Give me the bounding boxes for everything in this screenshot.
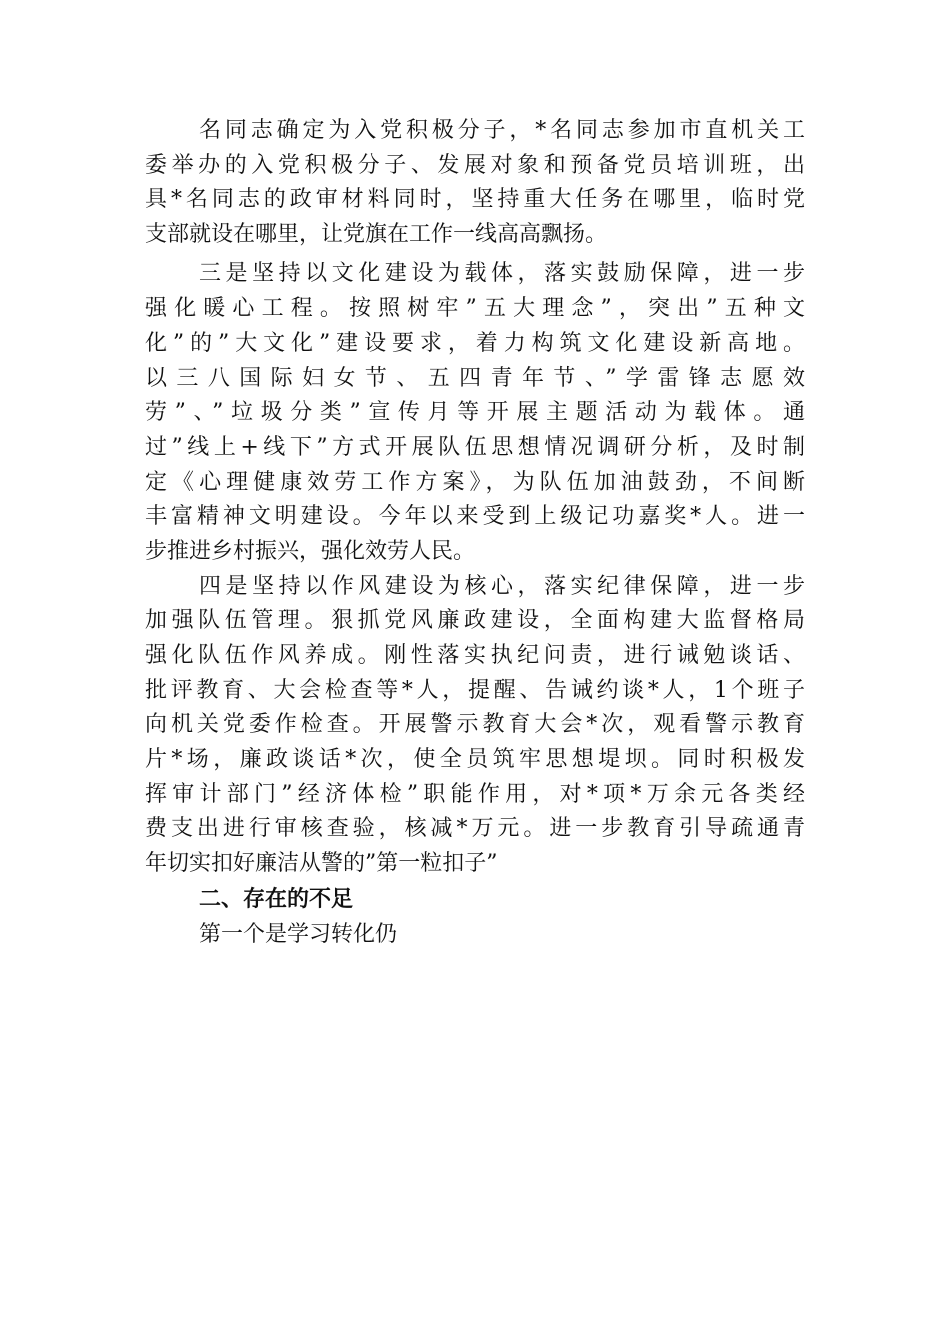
paragraph-3-line-4: 批评教育、大会检查等*人，提醒、告诫约谈*人，1个班子 — [145, 678, 805, 703]
paragraph-2-line-5: 劳”、”垃圾分类”宣传月等开展主题活动为载体。通 — [145, 400, 805, 425]
paragraph-2-line-2: 强化暖心工程。按照树牢”五大理念”，突出”五种文 — [145, 296, 805, 321]
paragraph-2-line-1: 三是坚持以文化建设为载体，落实鼓励保障，进一步 — [199, 261, 805, 286]
paragraph-3-line-5: 向机关党委作检查。开展警示教育大会*次，观看警示教育 — [145, 712, 805, 737]
paragraph-1-line-3: 具*名同志的政审材料同时，坚持重大任务在哪里，临时党 — [145, 187, 805, 212]
paragraph-3-line-6: 片*场，廉政谈话*次，使全员筑牢思想堤坝。同时积极发 — [145, 747, 805, 772]
section-heading: 二、存在的不足 — [199, 887, 354, 912]
paragraph-3-line-7: 挥审计部门”经济体检”职能作用，对*项*万余元各类经 — [145, 782, 805, 807]
paragraph-1-line-4: 支部就设在哪里，让党旗在工作一线高高飘扬。 — [145, 222, 608, 247]
paragraph-3-line-3: 强化队伍作风养成。刚性落实执纪问责，进行诫勉谈话、 — [145, 643, 805, 668]
paragraph-2-line-7: 定《心理健康效劳工作方案》，为队伍加油鼓劲，不间断 — [145, 470, 805, 495]
paragraph-2-line-4: 以三八国际妇女节、五四青年节、”学雷锋志愿效 — [145, 366, 805, 391]
paragraph-3-line-9: 年切实扣好廉洁从警的”第一粒扣子” — [145, 851, 498, 876]
paragraph-3-line-1: 四是坚持以作风建设为核心，落实纪律保障，进一步 — [199, 574, 805, 599]
paragraph-1-line-2: 委举办的入党积极分子、发展对象和预备党员培训班，出 — [145, 153, 805, 178]
paragraph-2-line-8: 丰富精神文明建设。今年以来受到上级记功嘉奖*人。进一 — [145, 504, 805, 529]
paragraph-2-line-6: 过”线上+线下”方式开展队伍思想情况调研分析，及时制 — [145, 435, 805, 460]
final-paragraph: 第一个是学习转化仍 — [199, 922, 398, 947]
paragraph-2-line-9: 步推进乡村振兴，强化效劳人民。 — [145, 539, 476, 564]
paragraph-2-line-3: 化”的”大文化”建设要求，着力构筑文化建设新高地。 — [145, 331, 805, 356]
paragraph-3-line-2: 加强队伍管理。狠抓党风廉政建设，全面构建大监督格局 — [145, 608, 805, 633]
paragraph-1-line-1: 名同志确定为入党积极分子，*名同志参加市直机关工 — [199, 118, 805, 143]
paragraph-3-line-8: 费支出进行审核查验，核减*万元。进一步教育引导疏通青 — [145, 816, 805, 841]
